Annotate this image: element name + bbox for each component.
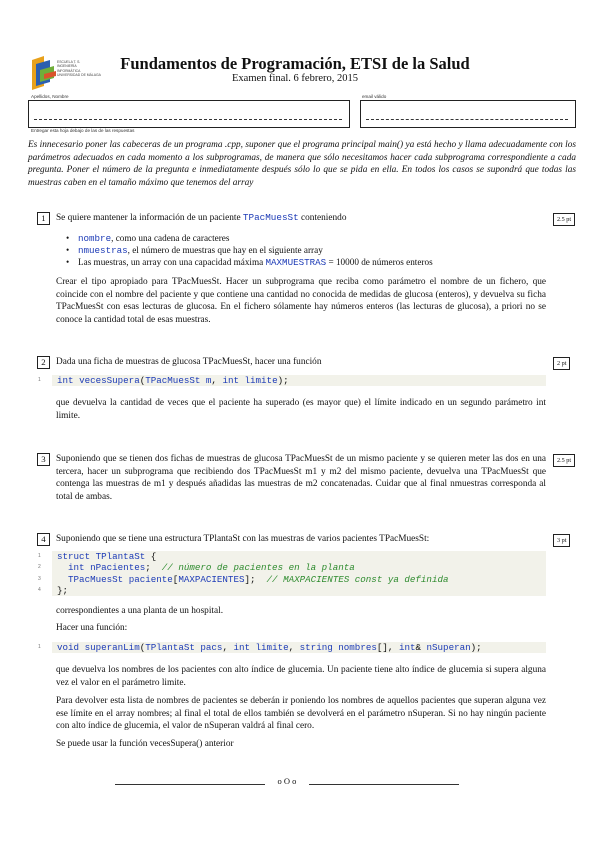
question-2-points: 2 pt [553,357,570,370]
question-2-number: 2 [37,356,50,369]
question-4-prompt: Suponiendo que se tiene una estructura TPlantaSt con las muestras de varios pacientes TPacMuesSt: [56,534,430,544]
page-title: Fundamentos de Programación, ETSI de la Salud [120,54,470,73]
footer-mark: o O o [277,776,297,786]
instructions-paragraph: Es innecesario poner las cabeceras de un programa .cpp, suponer que el programa principal main() ya está hecho y llama adecuadamente con los parámetros adecuados en cada momento a los subprogramas, de manera que sólo necesitamos hacer cada subprograma correspondiente a cada pregunta. Poner el número de la pregunta e inmediatamente después sólo lo que se pida en ella. En todos los casos se supondrá que todas las muestras caben en el tamaño máximo que tenemos del array [28,140,576,188]
exam-subtitle: Examen final. 6 febrero, 2015 [232,73,358,84]
question-4-number: 4 [37,533,50,546]
list-item: • Las muestras, un array con una capacidad máxima MAXMUESTRAS = 10000 de números enteros [66,257,546,269]
email-label: email válido [362,94,387,99]
question-4-after-2: Hacer una función: [56,623,128,633]
question-1-bullets [66,233,546,268]
email-field[interactable] [360,100,576,128]
question-4-paragraph-3: Se puede usar la función vecesSupera() anterior [56,739,234,749]
name-field[interactable] [28,100,350,128]
name-label: Apellidos, Nombre [31,94,69,99]
function-code-block: 1 void superanLim(TPlantaSt pacs, int limite, string nombres[], int& nSuperan); [52,642,546,653]
question-4-after-1: correspondientes a una planta de un hospital. [56,606,224,616]
question-1-number: 1 [37,212,50,225]
question-4-paragraph-2: Para devolver esta lista de nombres de pacientes se deberán ir poniendo los nombres de aquellos pacientes que superan alguna vez ese límite en el array nombres; al final el total de ellos también se devolverá en el parámetro nSuperan. Si no hay ningún paciente con alto índice de glucemia, el valor de nSuperan valdrá al final cero. [56,696,546,732]
question-1-paragraph: Crear el tipo apropiado para TPacMuesSt. Hacer un subprograma que reciba como parámetro el nombre de un fichero, que coincide con el nombre del paciente y que contiene una cantidad no conocida de medidas de glucosa (enteros), y devuelva su ficha TPacMuesSt con esas lecturas de glucosa. En el fichero sólamente hay números enteros (las lecturas de glucosa), a priori no se conoce la cantidad total de esas muestras. [56,277,546,325]
footer-rule-right [309,784,459,785]
question-3-paragraph: Suponiendo que se tienen dos fichas de muestras de glucosa TPacMuesSt de un mismo paciente y se quieren meter las dos en una tercera, hacer un subprograma que recibiendo dos TPacMuesSt m1 y m2 del mismo paciente, devuelva una TPacMuesSt que contenga las muestras de m1 y después añadidas las muestras de m2 concatenadas. Cuidar que al final nmuestras corresponda al total de ambas. [56,454,546,502]
question-1-prompt: Se quiere mantener la información de un paciente TPacMuesSt conteniendo [56,212,347,223]
name-dashline [34,119,342,120]
question-3-number: 3 [37,453,50,466]
delivery-hint: Entregar esta hoja debajo de las de las respuestas [31,128,135,133]
list-item: • nmuestras, el número de muestras que hay en el siguiente array [66,245,546,257]
university-logo: ESCUELA T. S. INGENIERÍA INFORMÁTICA UNIVERSIDAD DE MÁLAGA [30,56,110,92]
struct-code-block: 1 struct TPlantaSt { 2 int nPacientes; // número de pacientes en la planta 3 TPacMuesSt paciente[MAXPACIENTES]; // MAXPACIENTES const ya definida 4 }; [52,551,546,596]
email-dashline [366,119,568,120]
question-2-paragraph: que devuelva la cantidad de veces que el paciente ha superado (es mayor que) el límite indicado en un segundo parámetro int limite. [56,398,546,421]
code-block: 1 int vecesSupera(TPacMuesSt m, int limite); [52,375,546,386]
list-item: • nombre, como una cadena de caracteres [66,233,546,245]
question-4-paragraph-1: que devuelva los nombres de los pacientes con alto índice de glucemia. Un paciente tiene alto índice de glucemia si supera alguna vez el valor en el parámetro limite. [56,665,546,688]
question-1-points: 2.5 pt [553,213,575,226]
question-3-points: 2.5 pt [553,454,575,467]
footer-rule-left [115,784,265,785]
logo-icon [30,56,58,90]
question-2-prompt: Dada una ficha de muestras de glucosa TPacMuesSt, hacer una función [56,357,322,367]
question-4-points: 3 pt [553,534,570,547]
